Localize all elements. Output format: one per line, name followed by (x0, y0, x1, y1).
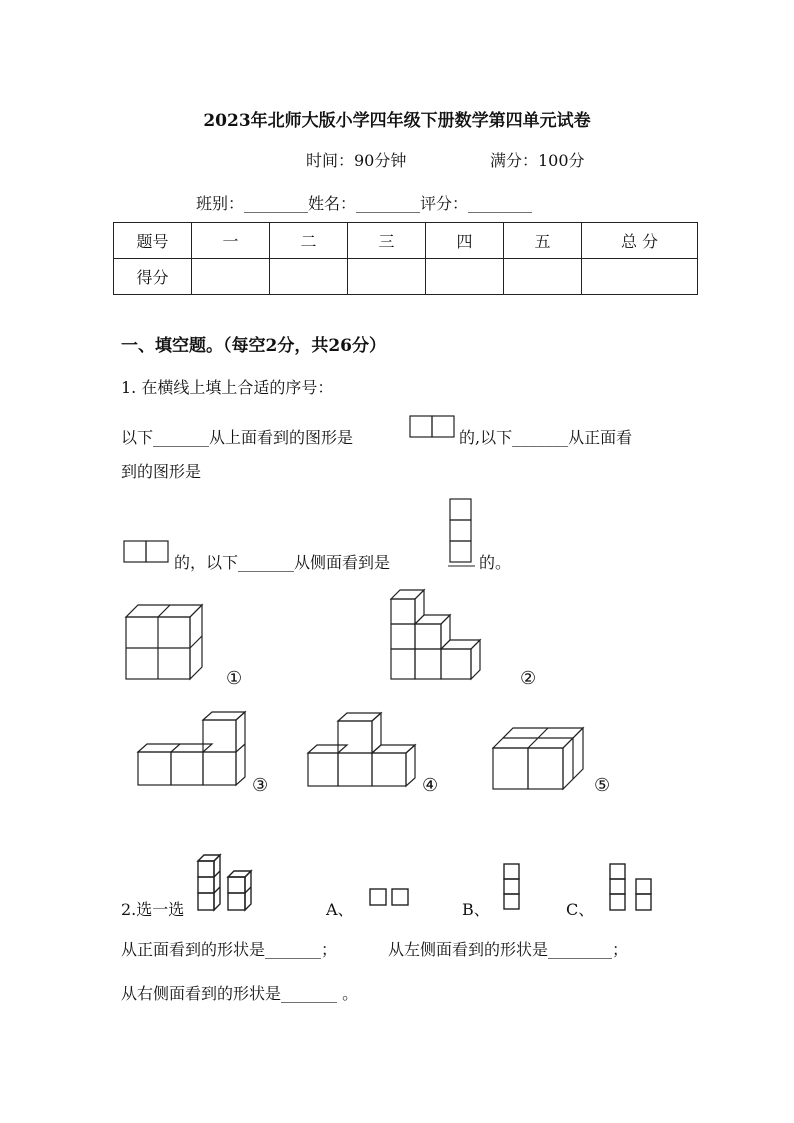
figure-label-2: ② (520, 668, 537, 689)
score-table (113, 222, 698, 295)
full-score: 满分：100分 (490, 151, 585, 170)
cube-figure-2 (389, 586, 483, 682)
score-entry-cell[interactable] (348, 259, 426, 295)
question-1-line3-a: 的，以下_______从侧面看到是 (174, 553, 391, 572)
page-title: 2023年北师大版小学四年级下册数学第四单元试卷 (203, 111, 591, 131)
question-1-prompt: 1. 在横线上填上合适的序号： (121, 378, 334, 397)
question-1-line2: 到的图形是 (121, 462, 202, 481)
option-b-figure[interactable] (502, 862, 522, 912)
question-2-line1-a: 从正面看到的形状是_______； (121, 940, 338, 959)
figure-label-3: ③ (252, 775, 269, 796)
figure-label-1: ① (226, 668, 243, 689)
table-cell: 得分 (114, 259, 192, 295)
score-entry-cell[interactable] (504, 259, 582, 295)
question-2-line2: 从右侧面看到的形状是_______ 。 (121, 984, 359, 1003)
table-cell: 题号 (114, 223, 192, 259)
cube-figure-4 (306, 711, 418, 789)
table-cell: 一 (192, 223, 270, 259)
table-cell: 四 (426, 223, 504, 259)
cube-figure-3 (136, 710, 248, 788)
table-cell: 二 (270, 223, 348, 259)
option-a-figure[interactable] (368, 887, 412, 907)
figure-label-5: ⑤ (594, 775, 611, 796)
question-1-line1-b: 的,以下_______从正面看 (459, 428, 633, 447)
top-view-two-squares-figure (409, 415, 457, 439)
option-b-label[interactable]: B、 (462, 900, 490, 919)
option-c-label[interactable]: C、 (566, 900, 595, 919)
score-entry-cell[interactable] (582, 259, 698, 295)
score-entry-cell[interactable] (270, 259, 348, 295)
side-view-three-stack-figure (448, 497, 476, 569)
cube-stack-question-figure (196, 853, 260, 913)
exam-time: 时间：90分钟 (306, 151, 407, 170)
option-c-figure[interactable] (608, 862, 656, 914)
cube-figure-1 (124, 603, 204, 681)
table-cell: 五 (504, 223, 582, 259)
figure-label-4: ④ (422, 775, 439, 796)
question-2-line1-b: 从左侧面看到的形状是________； (388, 940, 629, 959)
cube-figure-5 (491, 726, 587, 792)
section-heading: 一、填空题。（每空2分，共26分） (121, 336, 386, 356)
question-2-prompt: 2.选一选 (121, 900, 185, 919)
option-a-label[interactable]: A、 (326, 900, 354, 919)
table-cell: 总 分 (582, 223, 698, 259)
score-entry-cell[interactable] (426, 259, 504, 295)
front-view-two-squares-figure (123, 540, 171, 564)
table-cell: 三 (348, 223, 426, 259)
score-entry-cell[interactable] (192, 259, 270, 295)
score-table-score-row (114, 259, 698, 295)
question-1-line3-b: 的。 (479, 553, 512, 572)
question-1-line1-a: 以下_______从上面看到的图形是 (121, 428, 354, 447)
score-table-header-row (114, 223, 698, 259)
student-info-fields[interactable]: 班别：________姓名：________评分：________ (196, 194, 533, 213)
